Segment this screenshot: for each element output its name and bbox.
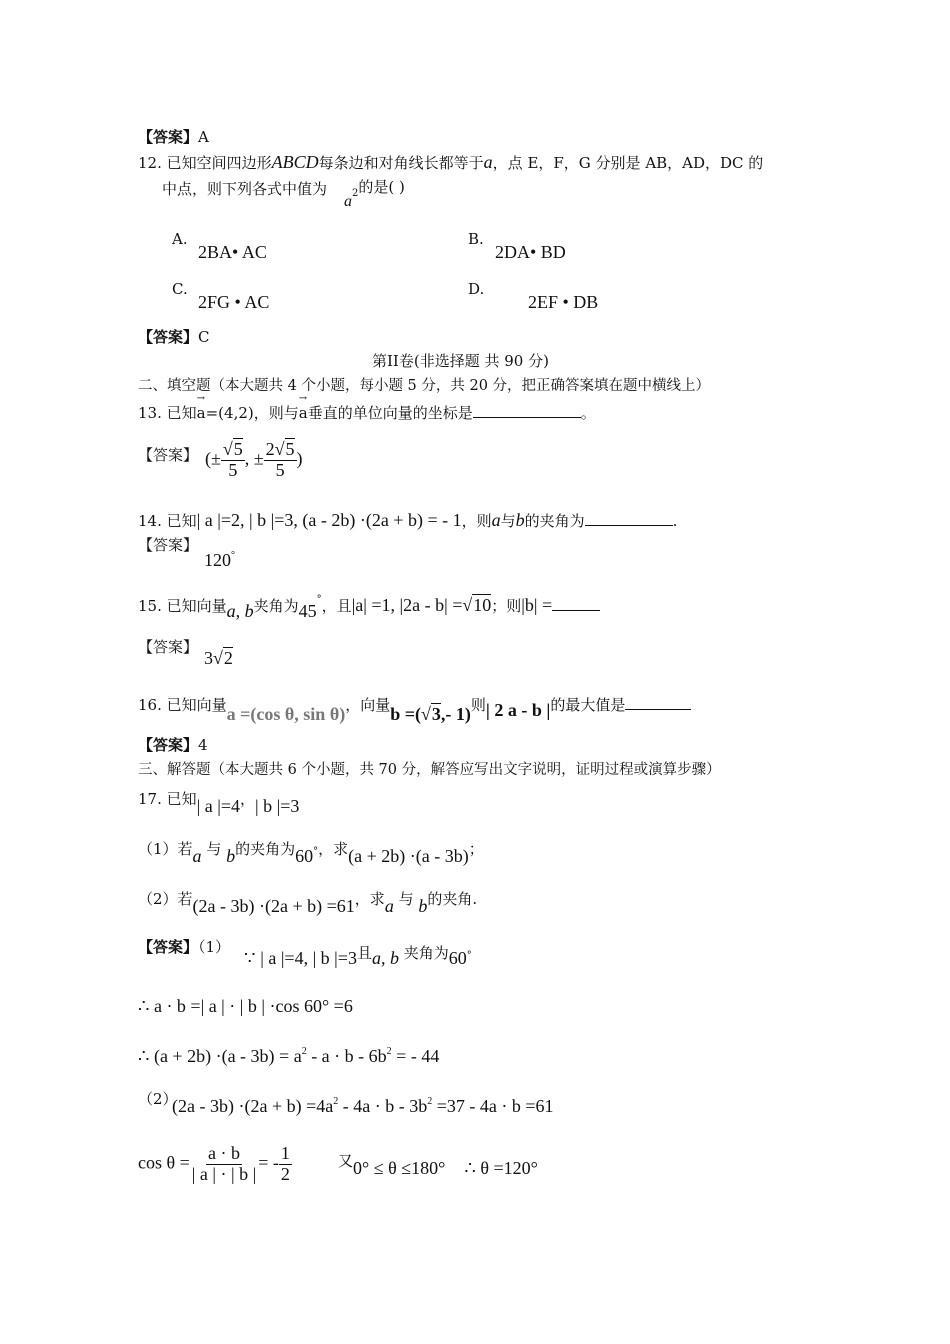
question-13: 13. 已知→ a=(4,2)，则与→ a垂直的单位向量的坐标是 。 — [138, 404, 596, 422]
answer-13-expr: (± $\frac{√5}{5}$ , ± $\frac{2√5}{5}$ ) — [205, 439, 303, 480]
answer-17-line1: 【答案】（1） — [138, 938, 231, 956]
question-17-part2: （2）若(2a - 3b) ·(2a + b) =61，求a 与 b的夹角. — [138, 890, 478, 916]
section-3-heading: 三、解答题（本大题共 6 个小题，共 70 分，解答应写出文字说明，证明过程或演算步骤） — [138, 762, 721, 778]
option-b-expr: 2DA• BD — [495, 242, 566, 262]
answer-17-range: 又0° ≤ θ ≤180° ∴ θ =120° — [338, 1152, 538, 1178]
answer-15-value: 3√2 — [204, 648, 233, 668]
question-17-part1: （1）若a 与 b的夹角为60°，求(a + 2b) ·(a - 3b)； — [138, 840, 484, 866]
option-c-label: C. — [172, 280, 188, 298]
answer-12: 【答案】C — [138, 328, 210, 346]
answer-17-line4: $(2a - 3b) \cdot(2a + b) =4a^2 - 4a \cdot b - 3b^2 =37 - 4a \cdot b =61$ — [172, 1096, 554, 1116]
answer-17-part2-label: （2） — [138, 1090, 178, 1108]
question-16: 16. 已知向量a =(cos θ, sin θ)，向量b =(√3,- 1)则| 2 a - b |的最大值是 — [138, 694, 691, 716]
option-d-expr: 2EF • DB — [528, 292, 599, 312]
option-b-label: B. — [468, 230, 484, 248]
answer-17-cos: cos θ = $\frac{a \cdot b}{| a | \cdot | b |}$ = - $\frac{1}{2}$ — [138, 1143, 290, 1184]
answer-13-label: 【答案】 — [138, 446, 199, 464]
part2-title: 第II卷(非选择题 共 90 分) — [372, 352, 549, 370]
option-c-expr: 2FG • AC — [198, 292, 270, 312]
question-12-a-squared: a2的是( ) — [344, 178, 405, 210]
answer-17-given: ∵ | a |=4, | b |=3且a, b 夹角为60° — [244, 944, 472, 968]
question-17: 17. 已知| a |=4，| b |=3 — [138, 790, 300, 816]
question-15: 15. 已知向量a, b夹角为45°，且|a| =1, |2a - b| =√10；则|b| = — [138, 594, 600, 617]
answer-16: 【答案】4 — [138, 736, 208, 754]
option-d-label: D. — [468, 280, 485, 298]
question-12-line2: 中点，则下列各式中值为 — [162, 180, 328, 198]
section-2-heading: 二、填空题（本大题共 4 个小题，每小题 5 分，共 20 分，把正确答案填在题中横线上） — [138, 378, 711, 394]
question-14: 14. 已知| a |=2, | b |=3, (a - 2b) ·(2a + b) = - 1，则a与b的夹角为 . — [138, 510, 678, 530]
answer-14-value: 120° — [204, 550, 235, 570]
answer-17-line3: ∴ $(a + 2b) \cdot(a - 3b) = a^2 - a \cdot b - 6b^2$ = - 44 — [138, 1046, 440, 1066]
answer-15-label: 【答案】 — [138, 638, 199, 656]
question-12-line1: 12. 已知空间四边形ABCD每条边和对角线长都等于a，点 E，F，G 分别是 AB，AD，DC 的 — [138, 152, 764, 172]
answer-11: 【答案】A — [138, 128, 209, 146]
answer-14-label: 【答案】 — [138, 536, 199, 554]
option-a-expr: 2BA• AC — [198, 242, 267, 262]
option-a-label: A. — [172, 230, 188, 248]
answer-17-line2: ∴ a · b =| a | · | b | ·cos 60° =6 — [138, 996, 353, 1016]
